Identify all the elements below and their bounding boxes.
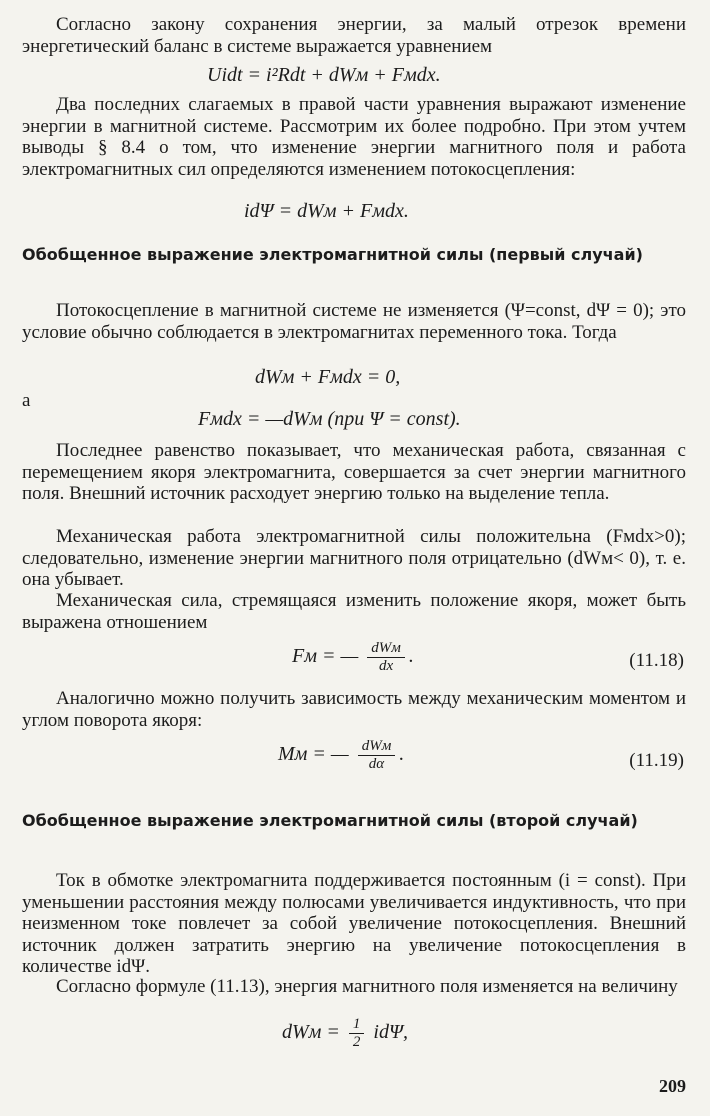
- paragraph-text: Ток в обмотке электромагнита поддерживается постоянным (i = const). При уменьшении расстояния между полюсами увеличивается индуктивность, что при неизменном токе повлечет за собой увеличение потокосцепления. Внешний источник должен затратить энергию на увеличение потокосцепления в количестве idΨ.: [22, 870, 686, 977]
- fraction-numerator: dWм: [367, 640, 405, 658]
- paragraph-text: Последнее равенство показывает, что механическая работа, связанная с перемещением якоря электромагнита, совершается за счет энергии магнитного поля. Внешний источник расходует энергию только на выделение тепла.: [22, 440, 686, 504]
- paragraph-8: [22, 688, 686, 731]
- fraction: [349, 1016, 365, 1051]
- fraction: [367, 640, 405, 675]
- paragraph-7: [22, 590, 686, 633]
- equation-number: (11.19): [629, 750, 684, 771]
- equation-work-energy: Fмdx = —dWм (при Ψ = const).: [198, 408, 461, 430]
- paragraph-text: Механическая сила, стремящаяся изменить положение якоря, может быть выражена отношением: [22, 590, 686, 633]
- paragraph-3: [22, 300, 686, 343]
- paragraph-9: [22, 870, 686, 978]
- fraction-denominator: 2: [352, 1034, 361, 1050]
- section-heading-first-case: Обобщенное выражение электромагнитной силы (первый случай): [22, 245, 643, 264]
- paragraph-text: Потокосцепление в магнитной системе не изменяется (Ψ=const, dΨ = 0); это условие обычно соблюдается в электромагнитах переменного тока. Тогда: [22, 300, 686, 343]
- paragraph-text: Аналогично можно получить зависимость между механическим моментом и углом поворота якоря:: [22, 688, 686, 731]
- equation-moment: Mм = — $\frac{\text{dWм}}{d\alpha}$ .: [278, 738, 405, 772]
- conjunction-a: а: [22, 390, 31, 411]
- fraction: [358, 738, 396, 773]
- paragraph-text: Механическая работа электромагнитной силы положительна (Fмdx>0); следовательно, изменение энергии магнитного поля отрицательно (dWм< 0), т. е. она убывает.: [22, 526, 686, 590]
- paragraph-6: [22, 526, 686, 591]
- paragraph-10: [22, 976, 686, 998]
- fraction-denominator: dα: [368, 756, 385, 772]
- paragraph-1: [22, 14, 686, 57]
- paragraph-text: Согласно формуле (11.13), энергия магнитного поля изменяется на величину: [56, 976, 678, 997]
- equation-number: (11.18): [629, 650, 684, 671]
- fraction-numerator: dWм: [358, 738, 396, 756]
- paragraph-2: [22, 94, 686, 180]
- equation-lhs: Fм = —: [292, 645, 359, 668]
- equation-energy-change: [282, 1016, 408, 1051]
- fraction-denominator: dx: [378, 658, 394, 674]
- paragraph-5: [22, 440, 686, 505]
- equation-rhs: idΨ,: [373, 1021, 409, 1044]
- fraction-numerator: 1: [349, 1016, 365, 1034]
- equation-zero-sum: dWм + Fмdx = 0,: [255, 366, 401, 388]
- equation-force: Fм = — $\frac{\text{dWм}}{dx}$ .: [292, 640, 414, 674]
- equation-lhs: Mм = —: [278, 743, 349, 766]
- paragraph-text: Два последних слагаемых в правой части уравнения выражают изменение энергии в магнитной системе. Рассмотрим их более подробно. При этом учтем выводы § 8.4 о том, что изменение энергии магнитного поля и работа электромагнитных сил определяются изменением потокосцепления:: [22, 94, 686, 180]
- equation-energy-balance: Uidt = i²Rdt + dWм + Fмdx.: [207, 64, 441, 86]
- equation-lhs: dWм =: [282, 1021, 340, 1044]
- paragraph-text: Согласно закону сохранения энергии, за малый отрезок времени энергетический баланс в системе выражается уравнением: [22, 14, 686, 57]
- equation-flux-linkage: idΨ = dWм + Fмdx.: [244, 200, 409, 222]
- section-heading-second-case: Обобщенное выражение электромагнитной силы (второй случай): [22, 811, 638, 830]
- page-number: 209: [659, 1076, 686, 1096]
